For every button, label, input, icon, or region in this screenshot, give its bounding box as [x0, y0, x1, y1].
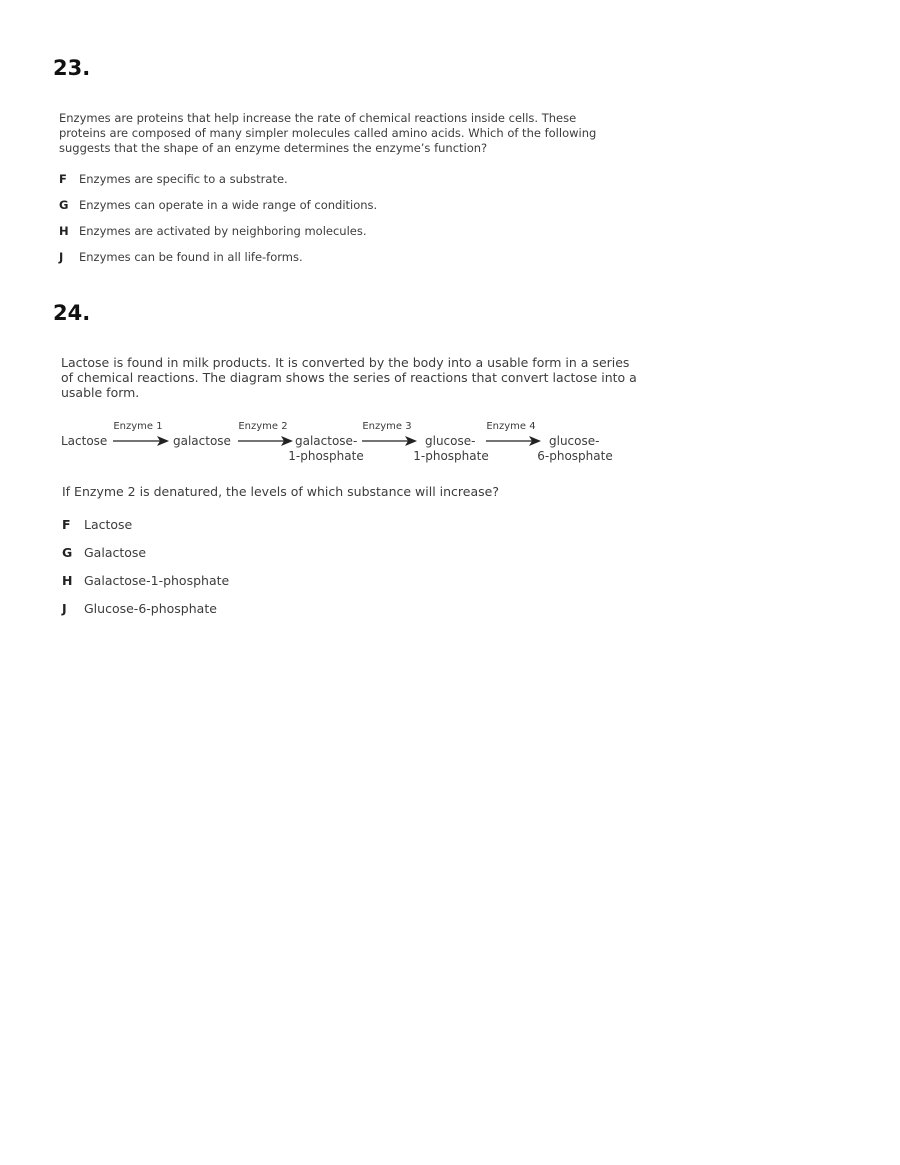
- enzyme-label: Enzyme 4: [486, 421, 536, 432]
- substance-glucose-6-phosphate: glucose-: [549, 434, 600, 448]
- question-stem: [61, 355, 637, 401]
- reaction-pathway-diagram: [58, 414, 638, 470]
- stem-line: of chemical reactions. The diagram shows the series of reactions that convert lactose into a: [61, 370, 637, 386]
- answer-choice-h[interactable]: [59, 224, 367, 238]
- enzyme-label: Enzyme 2: [238, 421, 288, 432]
- answer-choice-g[interactable]: [62, 546, 146, 560]
- answer-choice-h[interactable]: [62, 574, 229, 588]
- reaction-arrow: [362, 436, 417, 446]
- answer-choice-j[interactable]: [62, 602, 217, 616]
- choice-text: Glucose-6-phosphate: [84, 601, 217, 616]
- choice-letter: H: [62, 573, 73, 588]
- choice-letter: J: [59, 250, 64, 264]
- choice-text: Enzymes can operate in a wide range of conditions.: [79, 198, 378, 212]
- question-stem: [59, 111, 596, 157]
- choice-letter: H: [59, 224, 69, 238]
- reaction-arrow: [238, 436, 293, 446]
- choice-letter: F: [62, 517, 71, 532]
- stem-line: proteins are composed of many simpler molecules called amino acids. Which of the following: [59, 126, 597, 141]
- choice-letter: G: [62, 545, 73, 560]
- choice-text: Galactose: [84, 545, 147, 560]
- reaction-arrow: [486, 436, 541, 446]
- substance-glucose-6-phosphate-line2: 6-phosphate: [537, 449, 613, 463]
- choice-letter: F: [59, 172, 67, 186]
- answer-choice-g[interactable]: [59, 198, 377, 212]
- substance-galactose: galactose: [173, 434, 231, 448]
- choice-letter: J: [62, 601, 67, 616]
- substance-glucose-1-phosphate: glucose-: [425, 434, 476, 448]
- question-prompt: If Enzyme 2 is denatured, the levels of which substance will increase?: [62, 484, 499, 499]
- enzyme-label: Enzyme 1: [113, 421, 163, 432]
- stem-line: Enzymes are proteins that help increase the rate of chemical reactions inside cells. These: [59, 111, 577, 125]
- substance-galactose-1-phosphate-line2: 1-phosphate: [288, 449, 364, 463]
- substance-lactose: Lactose: [61, 434, 108, 448]
- question-number: 24.: [53, 301, 91, 325]
- substance-galactose-1-phosphate: galactose-: [295, 434, 358, 448]
- choice-text: Galactose-1-phosphate: [84, 573, 230, 588]
- answer-choice-f[interactable]: [62, 518, 132, 532]
- choice-text: Enzymes are specific to a substrate.: [79, 172, 288, 186]
- choice-text: Lactose: [84, 517, 133, 532]
- reaction-arrow: [113, 436, 169, 446]
- choice-text: Enzymes can be found in all life-forms.: [79, 250, 303, 264]
- answer-choice-f[interactable]: [59, 172, 288, 186]
- enzyme-label: Enzyme 3: [362, 421, 412, 432]
- choice-letter: G: [59, 198, 69, 212]
- question-number: 23.: [53, 56, 91, 80]
- stem-line: suggests that the shape of an enzyme determines the enzyme’s function?: [59, 141, 488, 156]
- answer-choice-j[interactable]: [59, 250, 303, 264]
- stem-line: usable form.: [61, 385, 140, 401]
- substance-glucose-1-phosphate-line2: 1-phosphate: [413, 449, 489, 463]
- choice-text: Enzymes are activated by neighboring molecules.: [79, 224, 367, 238]
- stem-line: Lactose is found in milk products. It is converted by the body into a usable form in a series: [61, 355, 630, 370]
